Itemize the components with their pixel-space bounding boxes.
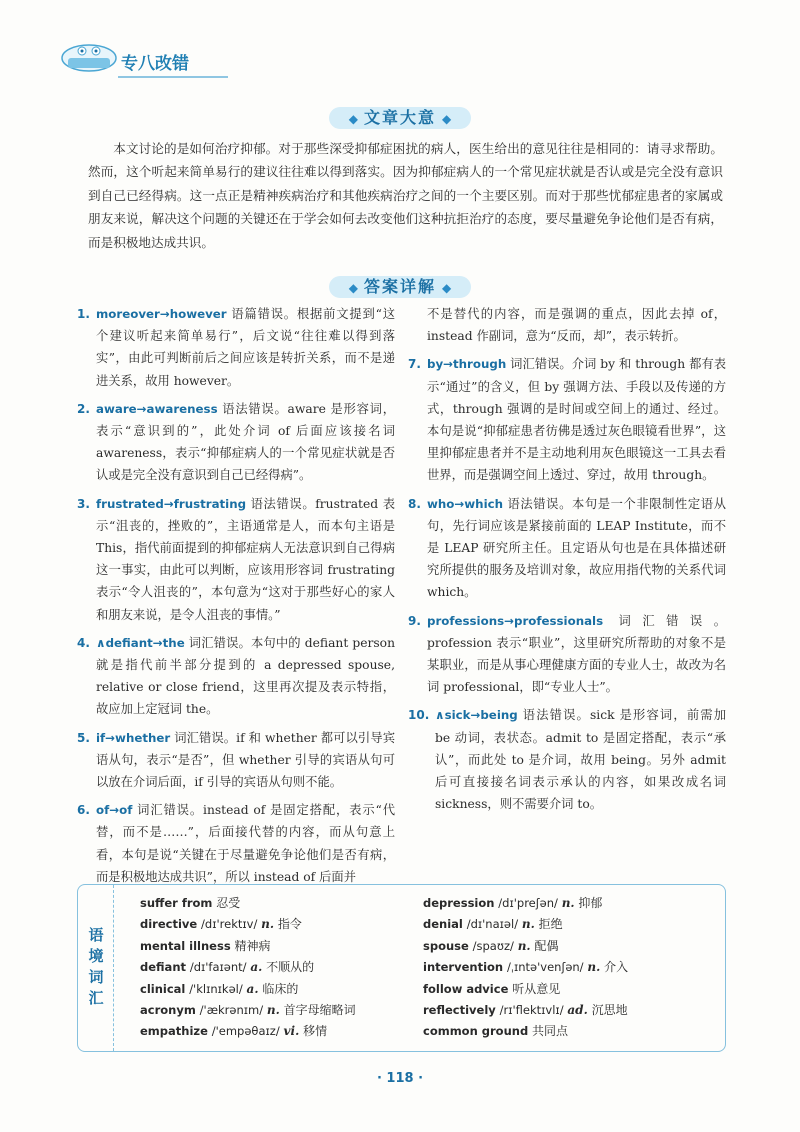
answer-correction: moreover→however <box>96 307 227 321</box>
answer-number: 1. <box>77 307 90 321</box>
answer-item-4 <box>77 632 395 721</box>
answer-text: 词汇错误。介词 by 和 through 都有表示“通过”的含义，但 by 强调方法、手段以及传递的方式，through 强调的是时间或空间上的通过、经过。本句是说“抑郁症患者彷佛是透过灰色眼镜看世界”，这里抑郁症患者并不是主动地利用灰色眼镜这一工具去看世界，而是强调空间上透过、穿过，故用 through。 <box>427 357 726 483</box>
answer-number: 8. <box>408 496 421 511</box>
answer-number: 10. <box>408 708 430 723</box>
answer-number: 9. <box>408 613 421 628</box>
answers-left-column <box>77 303 395 888</box>
vocab-entry: suffer from 忍受 <box>140 896 241 910</box>
answer-item-9 <box>408 610 726 699</box>
vocab-entry: directive /dɪ'rektɪv/ n. 指令 <box>140 917 302 932</box>
diamond-icon: ◆ <box>348 281 358 295</box>
answer-item-6 <box>77 799 395 888</box>
vocab-entry: acronym /'ækrənɪm/ n. 首字母缩略词 <box>140 1003 356 1018</box>
answer-text: 词汇错误。本句中的 defiant person 就是指代前半部分提到的 a depressed spouse, relative or close friend，这里再次提及表示特指，故应加上定冠词 the。 <box>96 635 395 717</box>
vocab-tab <box>78 885 114 1051</box>
answer-correction: professions→professionals <box>427 613 604 628</box>
vocab-entry: mental illness 精神病 <box>140 938 271 953</box>
answer-text: 语法错误。sick 是形容词，前需加 be 动词，表状态。admit to 是固定搭配，表示“承认”，而此处 to 是介词，故用 being。另外 admit 后可直接接名词表示承认的内容，如果改成名词 sickness，则不需要介词 to。 <box>435 708 726 812</box>
vocab-entry: follow advice 听从意见 <box>423 981 561 996</box>
answer-correction: ∧defiant→the <box>96 635 185 650</box>
vocab-right-column <box>423 893 713 1043</box>
summary-text: 本文讨论的是如何治疗抑郁。对于那些深受抑郁症困扰的病人，医生给出的意见往往是相同的：请寻求帮助。然而，这个听起来简单易行的建议往往难以得到落实。因为抑郁症病人的一个常见症状就是否认或是完全没有意识到自己已经得病。这一点正是精神疾病治疗和其他疾病治疗之间的一个主要区别。而对于那些忧郁症患者的家属或朋友来说，解决这个问题的关键还在于学会如何去改变他们这种抗拒治疗的态度，要尽量避免争论他们是否有病，而是积极地达成共识。 <box>88 141 723 250</box>
vocab-entry: intervention /ˌɪntə'venʃən/ n. 介入 <box>423 960 629 975</box>
answer-correction: by→through <box>427 357 507 372</box>
vocab-entry: denial /dɪ'naɪəl/ n. 拒绝 <box>423 917 563 932</box>
vocab-entry: spouse /spaʊz/ n. 配偶 <box>423 938 559 953</box>
answer-item-3 <box>77 493 395 626</box>
summary-body <box>88 137 723 254</box>
answer-number: 7. <box>408 357 421 372</box>
diamond-icon: ◆ <box>442 112 452 126</box>
vocab-entry: empathize /'empəθaɪz/ vi. 移情 <box>140 1024 328 1039</box>
page-header <box>0 0 800 82</box>
vocab-entry: depression /dɪ'preʃən/ n. 抑郁 <box>423 896 603 910</box>
answer-number: 4. <box>77 635 90 650</box>
summary-heading: ◆ 文章大意 ◆ <box>0 107 800 131</box>
vocab-entry: clinical /'klɪnɪkəl/ a. 临床的 <box>140 981 299 996</box>
vocab-entry: common ground 共同点 <box>423 1024 569 1039</box>
answer-text: 语篇错误。根据前文提到“这个建议听起来简单易行”，后文说“往往难以得到落实”，由此可判断前后之间应该是转折关系，而不是递进关系，故用 however。 <box>96 307 395 388</box>
vocab-entry: reflectively /rɪ'flektɪvlɪ/ ad. 沉思地 <box>423 1003 628 1018</box>
answer-text: 语法错误。frustrated 表示“沮丧的，挫败的”，主语通常是人，而本句主语是 This，指代前面提到的抑郁症病人无法意识到自己得病这一事实，由此可以判断，应该用形容词 frustrating 表示“令人沮丧的”，本句意为“这对于那些好心的家人和朋友来说，是令人沮丧的事情。” <box>96 496 395 622</box>
vocab-box <box>77 884 726 1052</box>
answer-correction: who→which <box>427 496 504 511</box>
header-title: 专八改错 <box>121 54 189 74</box>
answer-text: 语法错误。本句是一个非限制性定语从句，先行词应该是紧接前面的 LEAP Institute，而不是 LEAP 研究所主任。且定语从句也是在具体描述研究所提供的服务及培训对象，故应用指代物的关系代词 which。 <box>427 496 726 600</box>
answer-number: 6. <box>77 803 90 818</box>
answer-item-7 <box>408 353 726 486</box>
vocab-left-column <box>140 893 420 1043</box>
answer-correction: if→whether <box>96 730 171 745</box>
vocab-label: 语境词汇 <box>88 926 104 1007</box>
answer-6-continuation: 不是替代的内容，而是强调的重点，因此去掉 of，instead 作副词，意为“反而，却”，表示转折。 <box>427 307 726 344</box>
answer-item-1 <box>77 303 395 392</box>
answer-text: 词汇错误。profession 表示“职业”，这里研究所帮助的对象不是某职业，而是从事心理健康方面的专业人士，故改为名词 professional，即“专业人士”。 <box>427 613 726 695</box>
answer-text: 语法错误。aware 是形容词，表示“意识到的”，此处介词 of 后面应该接名词 awareness，表示“抑郁症病人的一个常见症状就是否认或是完全没有意识到自己已经得病”。 <box>96 401 395 483</box>
vocab-entry: defiant /dɪ'faɪənt/ a. 不顺从的 <box>140 960 315 975</box>
answer-correction: aware→awareness <box>96 401 218 416</box>
answer-item-5 <box>77 727 395 794</box>
answers-heading: ◆ 答案详解 ◆ <box>0 276 800 300</box>
answer-correction: frustrated→frustrating <box>96 496 247 511</box>
header-rule <box>118 76 228 78</box>
answers-right-column <box>408 303 726 815</box>
answer-number: 3. <box>77 496 90 511</box>
answer-correction: of→of <box>96 803 133 818</box>
answer-item-2 <box>77 398 395 487</box>
answer-number: 2. <box>77 401 90 416</box>
answer-item-8 <box>408 493 726 604</box>
answer-item-10 <box>408 704 726 815</box>
page-number: · 118 · <box>376 1071 424 1086</box>
answer-number: 5. <box>77 730 90 745</box>
answer-correction: ∧sick→being <box>435 708 518 723</box>
answer-text: 词汇错误。instead of 是固定搭配，表示“代替，而不是……”，后面接代替的内容，而从句意上看，本句是说“关键在于尽量避免争论他们是否有病，而是积极地达成共识”，所以 instead of 后面并 <box>96 803 395 884</box>
diamond-icon: ◆ <box>348 112 358 126</box>
logo-icon <box>60 42 118 72</box>
diamond-icon: ◆ <box>442 281 452 295</box>
answer-text: 词汇错误。if 和 whether 都可以引导宾语从句，表示“是否”，但 whether 引导的宾语从句可以放在介词后面，if 引导的宾语从句则不能。 <box>96 730 395 790</box>
